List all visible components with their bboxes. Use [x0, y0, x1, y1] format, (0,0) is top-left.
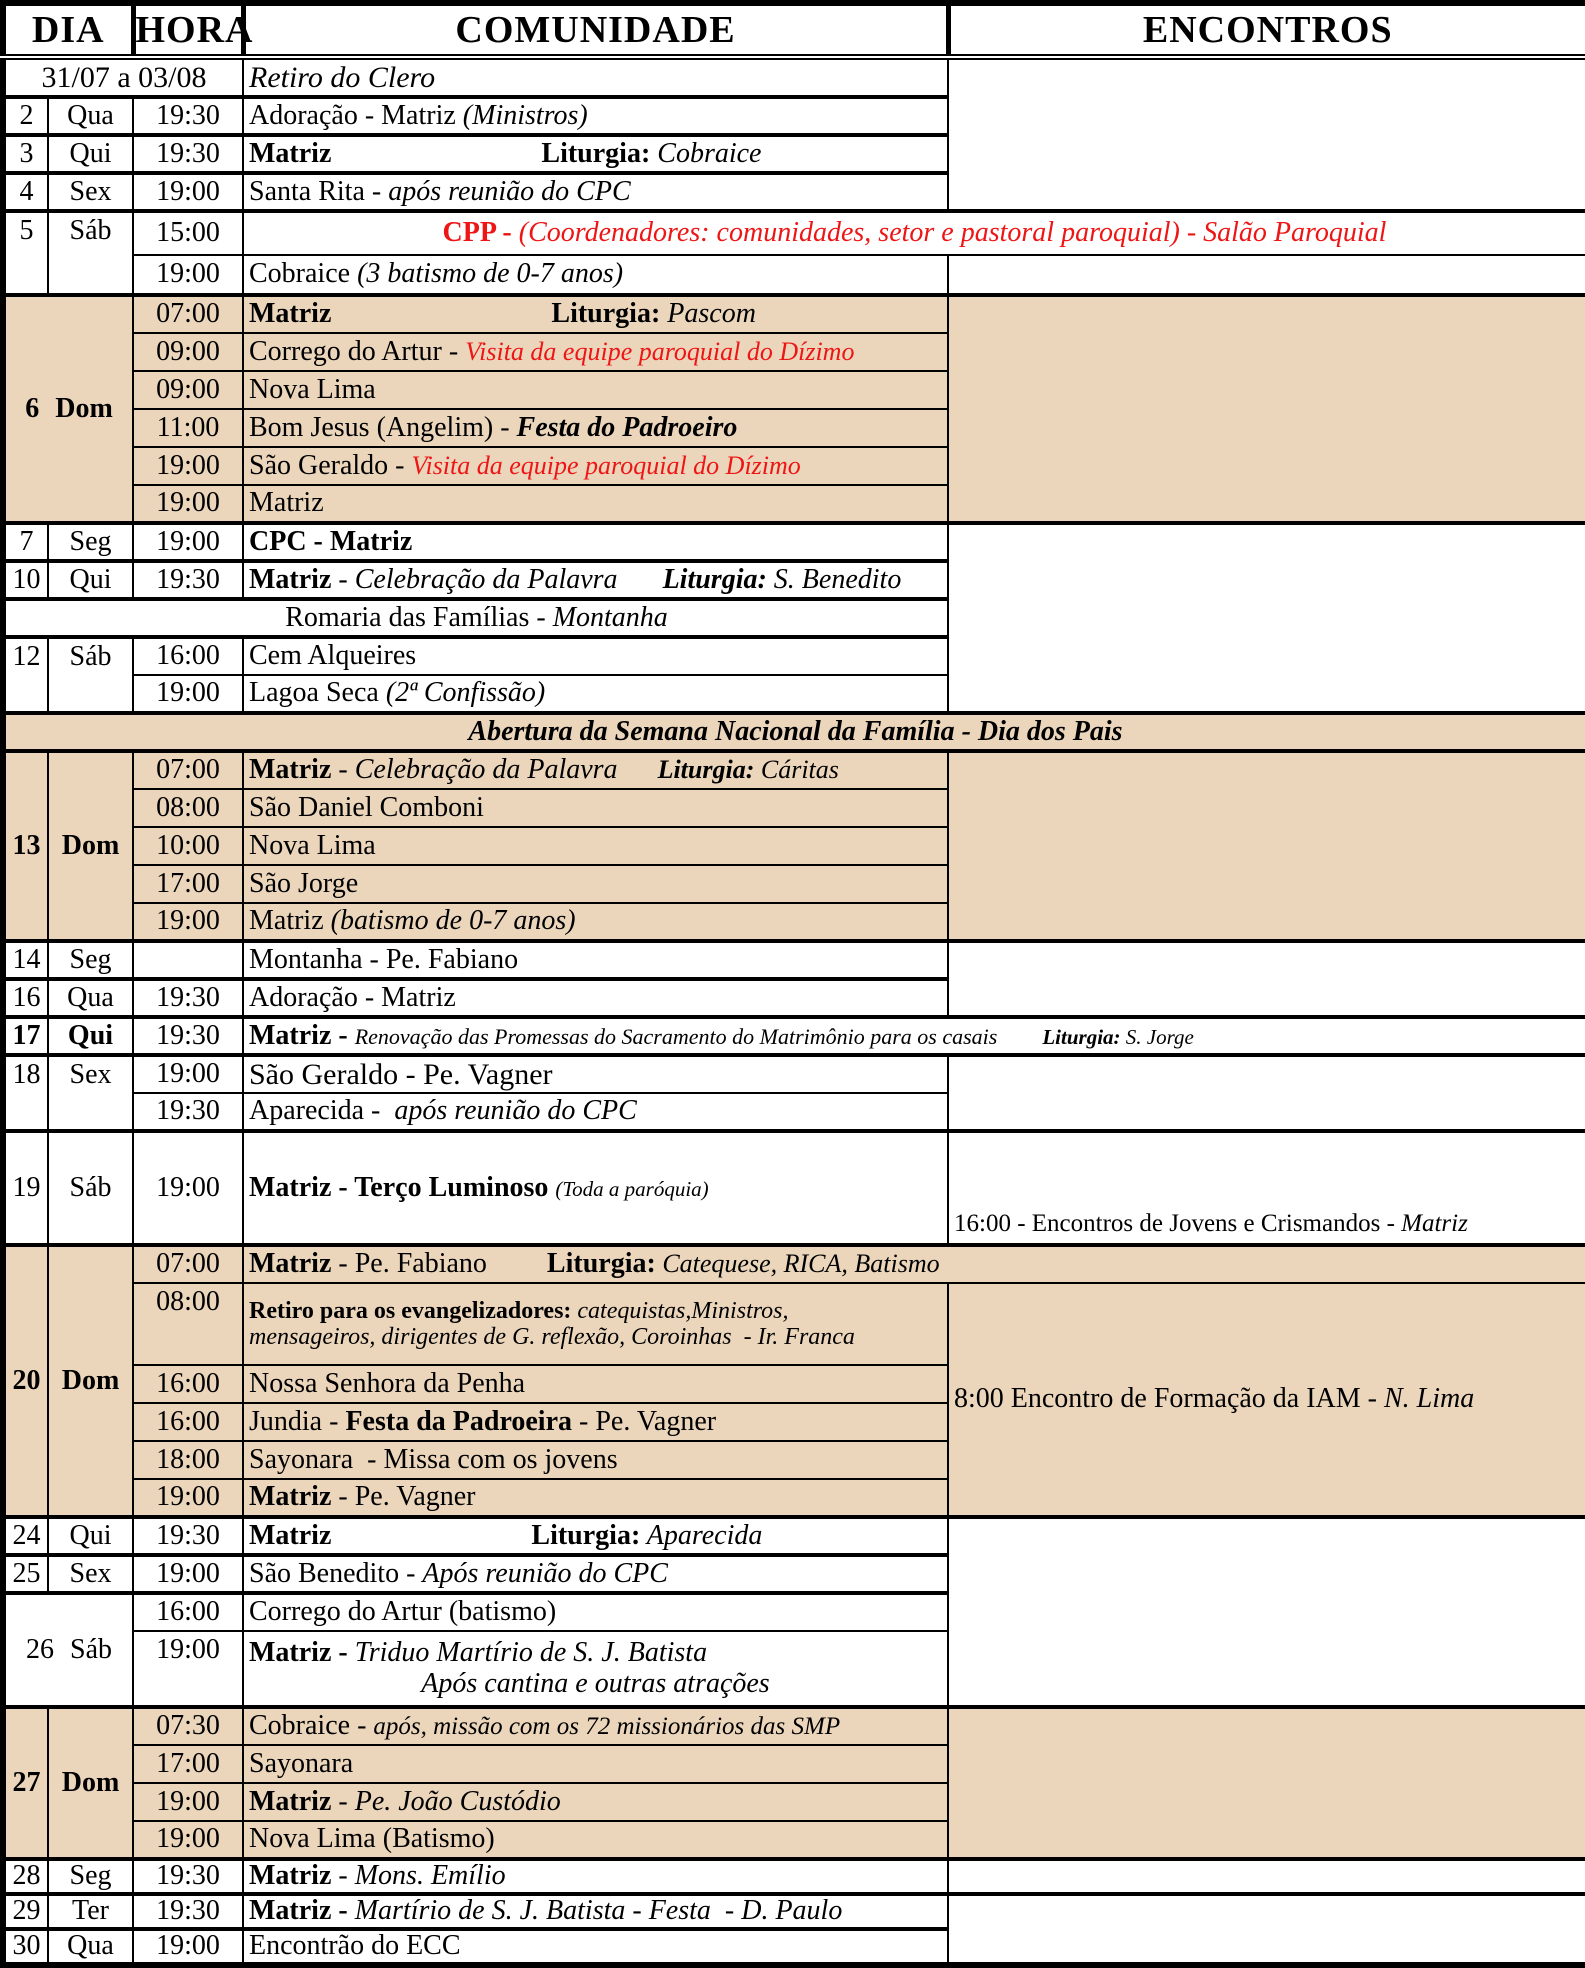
table-row [3, 211, 1585, 255]
community-cell: Matriz - Martírio de S. J. Batista - Festa - D. Paulo [243, 1894, 948, 1929]
encontros-cell [948, 255, 1585, 295]
time-cell [133, 941, 243, 979]
weekday-cell: Qui [48, 561, 133, 599]
encontros-cell [948, 751, 1585, 941]
time-cell: 19:00 [133, 903, 243, 941]
time-cell: 18:00 [133, 1441, 243, 1479]
table-row [3, 57, 1585, 97]
date-range-cell: 31/07 a 03/08 [3, 57, 243, 97]
community-cell: Corrego do Artur (batismo) [243, 1593, 948, 1631]
community-cell: Retiro para os evangelizadores: catequistas,Ministros, mensageiros, dirigentes de G. reflexão, Coroinhas - Ir. Franca [243, 1283, 948, 1365]
table-row [3, 295, 1585, 333]
table-row [3, 255, 1585, 295]
time-cell: 19:00 [133, 485, 243, 523]
time-cell: 07:00 [133, 1245, 243, 1283]
weekday-cell: Ter [48, 1894, 133, 1929]
community-cell: Matriz - Terço Luminoso (Toda a paróquia) [243, 1131, 948, 1245]
banner-cell: Romaria das Famílias - Montanha [3, 599, 948, 637]
community-cell: Matriz - Celebração da Palavra Liturgia: Cáritas [243, 751, 948, 789]
header-dia: DIA [3, 3, 133, 57]
community-cell: Nova Lima (Batismo) [243, 1821, 948, 1859]
time-cell: 08:00 [133, 1283, 243, 1365]
time-cell: 19:30 [133, 1093, 243, 1131]
day-cell: 5 [3, 211, 48, 295]
community-cell: São Jorge [243, 865, 948, 903]
day-cell: 12 [3, 637, 48, 713]
community-cell: Sayonara [243, 1745, 948, 1783]
time-cell: 15:00 [133, 211, 243, 255]
table-row [3, 1131, 1585, 1245]
table-row [3, 523, 1585, 561]
schedule-body [3, 57, 1585, 1965]
day-cell: 25 [3, 1555, 48, 1593]
weekday-cell: Qua [48, 1929, 133, 1965]
time-cell: 16:00 [133, 1403, 243, 1441]
table-header [3, 3, 1585, 57]
community-cell: Matriz - Triduo Martírio de S. J. Batista Após cantina e outras atrações [243, 1631, 948, 1707]
weekday-cell: Qua [48, 979, 133, 1017]
time-cell: 07:30 [133, 1707, 243, 1745]
community-cell: São Daniel Comboni [243, 789, 948, 827]
community-cell: Aparecida - após reunião do CPC [243, 1093, 948, 1131]
weekday-cell: Qui [48, 1017, 133, 1055]
time-cell: 19:00 [133, 523, 243, 561]
day-cell: 3 [3, 135, 48, 173]
community-cell: CPP - (Coordenadores: comunidades, setor e pastoral paroquial) - Salão Paroquial [243, 211, 1585, 255]
day-cell: 18 [3, 1055, 48, 1131]
weekday-cell: Seg [48, 1859, 133, 1894]
day-cell: 14 [3, 941, 48, 979]
community-cell: Matriz - Mons. Emílio [243, 1859, 948, 1894]
time-cell: 19:00 [133, 1929, 243, 1965]
day-cell: 4 [3, 173, 48, 211]
community-cell: Jundia - Festa da Padroeira - Pe. Vagner [243, 1403, 948, 1441]
day-cell: 17 [3, 1017, 48, 1055]
time-cell: 19:00 [133, 447, 243, 485]
encontros-cell [948, 1859, 1585, 1894]
day-cell: 19 [3, 1131, 48, 1245]
time-cell: 10:00 [133, 827, 243, 865]
header-encontros: ENCONTROS [948, 3, 1585, 57]
time-cell: 17:00 [133, 865, 243, 903]
table-row [3, 713, 1585, 751]
community-cell: Matriz Liturgia: Aparecida [243, 1517, 948, 1555]
time-cell: 19:30 [133, 561, 243, 599]
time-cell: 19:00 [133, 1479, 243, 1517]
day-cell: 24 [3, 1517, 48, 1555]
weekday-cell: Sáb [48, 1131, 133, 1245]
day-cell: 16 [3, 979, 48, 1017]
table-row [3, 751, 1585, 789]
community-cell: CPC - Matriz [243, 523, 948, 561]
day-cell: 29 [3, 1894, 48, 1929]
day-cell: 30 [3, 1929, 48, 1965]
weekday-cell: Sex [48, 1555, 133, 1593]
time-cell: 08:00 [133, 789, 243, 827]
encontros-cell [948, 1517, 1585, 1707]
day-cell: 2 [3, 97, 48, 135]
community-cell: São Geraldo - Visita da equipe paroquial do Dízimo [243, 447, 948, 485]
header-row [3, 3, 1585, 57]
day-cell: 27 [3, 1707, 48, 1859]
time-cell: 09:00 [133, 333, 243, 371]
time-cell: 07:00 [133, 751, 243, 789]
time-cell: 16:00 [133, 1365, 243, 1403]
community-cell: São Geraldo - Pe. Vagner [243, 1055, 948, 1093]
community-cell: Matriz - Celebração da Palavra Liturgia: S. Benedito [243, 561, 948, 599]
time-cell: 19:00 [133, 1783, 243, 1821]
time-cell: 17:00 [133, 1745, 243, 1783]
table-row [3, 1707, 1585, 1745]
community-cell: Retiro do Clero [243, 57, 948, 97]
time-cell: 19:00 [133, 675, 243, 713]
weekday-cell: Seg [48, 523, 133, 561]
time-cell: 19:00 [133, 1055, 243, 1093]
day-cell: 20 [3, 1245, 48, 1517]
community-cell: Cobraice - após, missão com os 72 missionários das SMP [243, 1707, 948, 1745]
time-cell: 19:30 [133, 1894, 243, 1929]
encontros-cell: 8:00 Encontro de Formação da IAM - N. Lima [948, 1283, 1585, 1517]
community-cell: Cem Alqueires [243, 637, 948, 675]
time-cell: 11:00 [133, 409, 243, 447]
encontros-cell [948, 57, 1585, 211]
table-row [3, 1859, 1585, 1894]
header-hora: HORA [133, 3, 243, 57]
community-cell: Matriz - Pe. Fabiano Liturgia: Catequese, RICA, Batismo [243, 1245, 1585, 1283]
day-cell: 7 [3, 523, 48, 561]
community-cell: Matriz [243, 485, 948, 523]
time-cell: 19:30 [133, 979, 243, 1017]
weekday-cell: Qui [48, 135, 133, 173]
weekday-cell: Dom [48, 751, 133, 941]
community-cell: Nova Lima [243, 827, 948, 865]
day-cell: 13 [3, 751, 48, 941]
header-comunidade: COMUNIDADE [243, 3, 948, 57]
time-cell: 19:30 [133, 97, 243, 135]
community-cell: Cobraice (3 batismo de 0-7 anos) [243, 255, 948, 295]
encontros-cell: 16:00 - Encontros de Jovens e Crismandos - Matriz [948, 1131, 1585, 1245]
table-row [3, 1894, 1585, 1929]
time-cell: 19:00 [133, 1821, 243, 1859]
encontros-cell [948, 295, 1585, 523]
community-cell: Santa Rita - após reunião do CPC [243, 173, 948, 211]
community-cell: Lagoa Seca (2ª Confissão) [243, 675, 948, 713]
day-cell: 28 [3, 1859, 48, 1894]
community-cell: Bom Jesus (Angelim) - Festa do Padroeiro [243, 409, 948, 447]
banner-cell: Abertura da Semana Nacional da Família - Dia dos Pais [3, 713, 1585, 751]
time-cell: 09:00 [133, 371, 243, 409]
day-cell: 26 Sáb [3, 1593, 133, 1707]
weekday-cell: Sex [48, 173, 133, 211]
community-cell: Matriz (batismo de 0-7 anos) [243, 903, 948, 941]
community-cell: Sayonara - Missa com os jovens [243, 1441, 948, 1479]
table-row [3, 1517, 1585, 1555]
table-row [3, 1245, 1585, 1283]
weekday-cell: Sex [48, 1055, 133, 1131]
time-cell: 19:00 [133, 1631, 243, 1707]
time-cell: 19:30 [133, 135, 243, 173]
community-cell: Adoração - Matriz [243, 979, 948, 1017]
community-cell: Matriz - Pe. João Custódio [243, 1783, 948, 1821]
weekday-cell: Dom [48, 1707, 133, 1859]
weekday-cell: Qua [48, 97, 133, 135]
weekday-cell: Qui [48, 1517, 133, 1555]
community-cell: Matriz Liturgia: Cobraice [243, 135, 948, 173]
community-cell: Adoração - Matriz (Ministros) [243, 97, 948, 135]
time-cell: 19:00 [133, 1131, 243, 1245]
community-cell: Matriz - Renovação das Promessas do Sacramento do Matrimônio para os casais Liturgia: S. Jorge [243, 1017, 1585, 1055]
table-row [3, 941, 1585, 979]
table-row [3, 1055, 1585, 1093]
table-row [3, 1283, 1585, 1365]
time-cell: 16:00 [133, 1593, 243, 1631]
weekday-cell: Sáb [48, 637, 133, 713]
community-cell: Montanha - Pe. Fabiano [243, 941, 948, 979]
time-cell: 19:30 [133, 1017, 243, 1055]
encontros-cell [948, 523, 1585, 713]
time-cell: 19:30 [133, 1859, 243, 1894]
day-cell: 6 Dom [3, 295, 133, 523]
table-row [3, 1017, 1585, 1055]
community-cell: Matriz - Pe. Vagner [243, 1479, 948, 1517]
community-cell: São Benedito - Após reunião do CPC [243, 1555, 948, 1593]
time-cell: 19:00 [133, 1555, 243, 1593]
encontros-cell [948, 1055, 1585, 1131]
encontros-cell [948, 1894, 1585, 1965]
weekday-cell: Sáb [48, 211, 133, 295]
weekday-cell: Dom [48, 1245, 133, 1517]
time-cell: 19:00 [133, 255, 243, 295]
community-cell: Nova Lima [243, 371, 948, 409]
community-cell: Encontrão do ECC [243, 1929, 948, 1965]
community-cell: Matriz Liturgia: Pascom [243, 295, 948, 333]
encontros-cell [948, 1707, 1585, 1859]
weekday-cell: Seg [48, 941, 133, 979]
time-cell: 19:00 [133, 173, 243, 211]
time-cell: 16:00 [133, 637, 243, 675]
community-cell: Nossa Senhora da Penha [243, 1365, 948, 1403]
time-cell: 07:00 [133, 295, 243, 333]
time-cell: 19:30 [133, 1517, 243, 1555]
day-cell: 10 [3, 561, 48, 599]
community-cell: Corrego do Artur - Visita da equipe paroquial do Dízimo [243, 333, 948, 371]
encontros-cell [948, 941, 1585, 1017]
